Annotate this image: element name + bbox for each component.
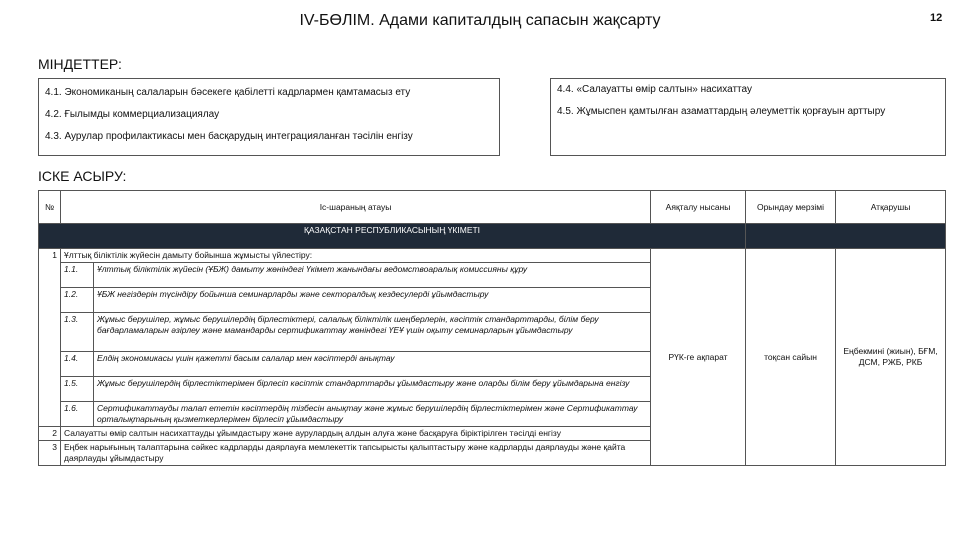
page-title: IV-БӨЛІМ. Адами капиталдың сапасын жақсарту <box>299 12 661 29</box>
completion-form-cell: РҮК-ге ақпарат <box>651 249 746 466</box>
responsible-cell: Еңбекминi (жиын), БҒМ, ДСМ, РЖБ, РКБ <box>836 249 946 466</box>
tasks-heading: МІНДЕТТЕР: <box>38 56 122 72</box>
table-row: 1.3. Жұмыс берушілер, жұмыс берушілердің бірлестіктері, салалық біліктілік шеңберлерін, кәсіптік стандарттарды, білім беру бағдарламаларын әзірлеу және мамандарды сертификаттау жөніндегі ҮЕҰ үшін оқыту семинарларын ұйымдастыру <box>39 313 946 352</box>
deadline-cell: тоқсан сайын <box>746 249 836 466</box>
column-header-activity: Іс-шараның атауы <box>61 191 651 224</box>
table-row: 1.2. ҰБЖ негіздерін түсіндіру бойынша семинарларды және секторалдық кездесулерді ұйымдастыру <box>39 288 946 313</box>
table-row: 2 Салауатты өмір салтын насихаттауды ұйымдастыру және аурулардың алдын алуға және басқаруға біріктірілген тәсілді енгізу <box>39 427 946 441</box>
government-band-row <box>39 224 946 249</box>
table-header-row <box>39 191 946 224</box>
table-row: 3 Еңбек нарығының талаптарына сәйкес кадрларды даярлауға мемлекеттік тапсырысты қалыптастыру және кадрларды даярлауды және қайта даярлауды ұйымдастыру <box>39 441 946 466</box>
table-row: 1.4. Елдің экономикасы үшін қажетті басым салалар мен кәсіптерді анықтау <box>39 352 946 377</box>
table-row: 1.6. Сертификаттауды талап ететін кәсіптердің тізбесін анықтау және жұмыс берушілердің бірлестіктерімен және Сертификаттау орталықтарының қызметкерлерімен бірлесіп ұйымдастыру <box>39 402 946 427</box>
task-item: 4.2. Ғылымды коммерциализациялау <box>45 109 220 120</box>
table-row: 1.5. Жұмыс берушілердің бірлестіктерімен бірлесіп кәсіптік стандарттарды ұйымдастыру және оларды білім беру ұйымдарына енгізу <box>39 377 946 402</box>
implementation-table <box>38 190 946 466</box>
column-header-deadline: Орындау мерзімі <box>746 191 836 224</box>
government-band: ҚАЗАҚСТАН РЕСПУБЛИКАСЫНЫҢ ҮКІМЕТІ <box>39 224 746 249</box>
tasks-box-right <box>550 78 946 156</box>
tasks-box-left <box>38 78 500 156</box>
task-item: 4.1. Экономиканың салаларын бәсекеге қабілетті кадрлармен қамтамасыз ету <box>45 87 411 98</box>
task-item: 4.4. «Салауатты өмір салтын» насихаттау <box>557 84 752 95</box>
task-item: 4.3. Аурулар профилактикасы мен басқарудың интеграцияланған тәсілін енгізу <box>45 131 413 142</box>
column-header-responsible: Атқарушы <box>836 191 946 224</box>
table-row: 1 Ұлттық біліктілік жүйесін дамыту бойынша жұмысты үйлестіру: РҮК-ге ақпарат тоқсан сайын Еңбекминi (жиын), БҒМ, ДСМ, РЖБ, РКБ <box>39 249 946 263</box>
implementation-heading: ІСКЕ АСЫРУ: <box>38 168 127 184</box>
table-row: 1.1. Ұлттық біліктілік жүйесін (ҰБЖ) дамыту жөніндегі Үкімет жанындағы ведомствоаралық комиссияны құру <box>39 263 946 288</box>
column-header-completion: Аяқталу нысаны <box>651 191 746 224</box>
task-item: 4.5. Жұмыспен қамтылған азаматтардың әлеуметтік қорғауын арттыру <box>557 106 886 117</box>
column-header-num: № <box>39 191 61 224</box>
page-number: 12 <box>930 12 943 24</box>
